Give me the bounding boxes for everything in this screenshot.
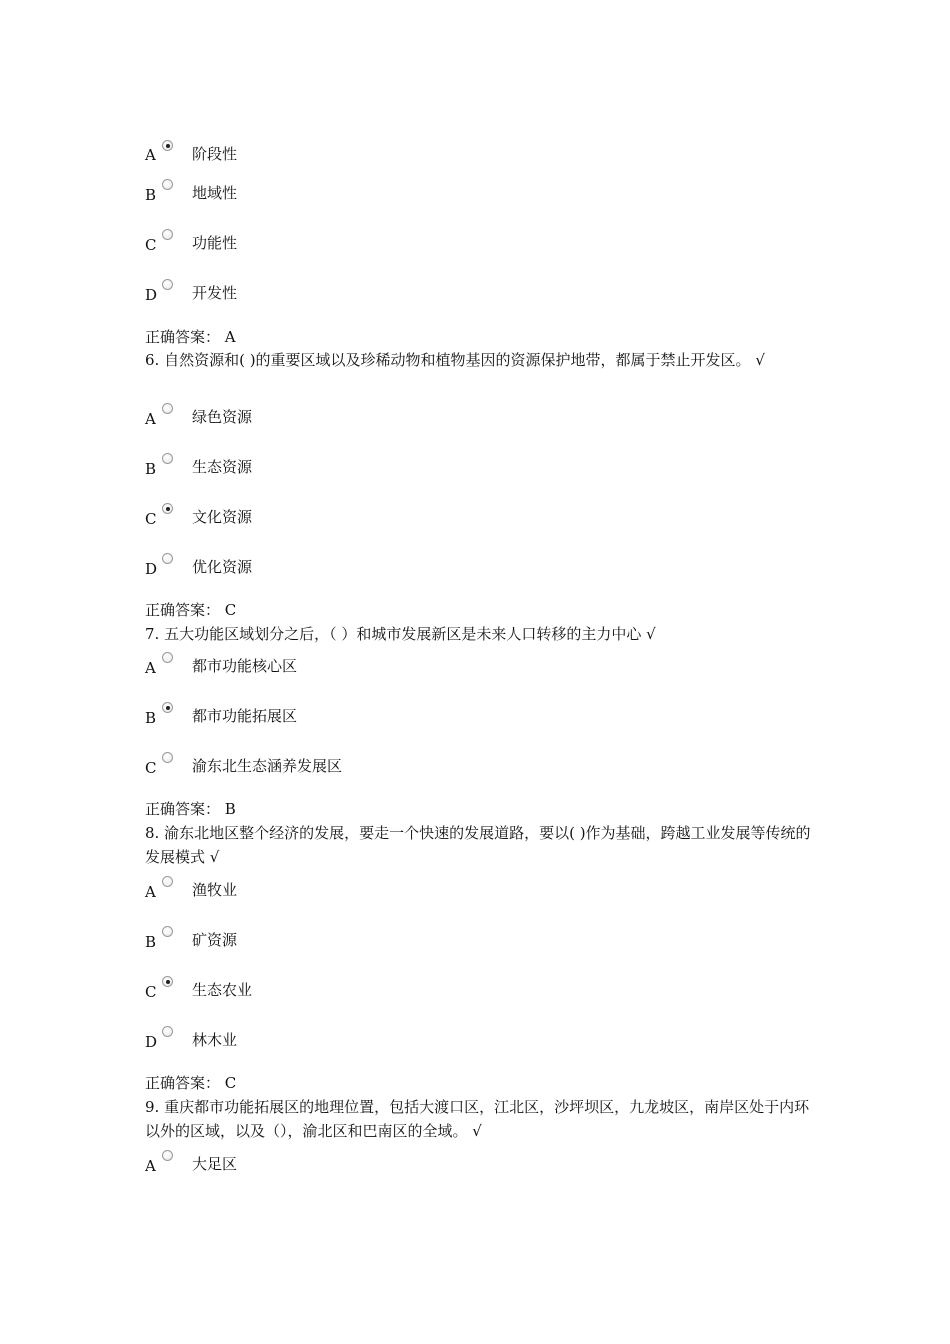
question-text: 7. 五大功能区域划分之后，（ ）和城市发展新区是未来人口转移的主力中心 √	[145, 625, 656, 643]
radio-button[interactable]	[162, 652, 173, 663]
radio-button[interactable]	[162, 926, 173, 937]
option-letter: A	[145, 146, 156, 164]
option-label: 都市功能核心区	[192, 657, 298, 675]
radio-button-selected[interactable]	[162, 503, 173, 514]
option-label: 大足区	[192, 1155, 238, 1173]
option-label: 绿色资源	[192, 408, 253, 426]
radio-button[interactable]	[162, 179, 173, 190]
option-label: 渝东北生态涵养发展区	[192, 757, 343, 775]
radio-button-selected[interactable]	[162, 702, 173, 713]
question-text: 9. 重庆都市功能拓展区的地理位置，包括大渡口区，江北区，沙坪坝区，九龙坡区，南岸区处于内环以外的区域，以及（），渝北区和巴南区的全域。 √	[145, 1098, 810, 1140]
radio-button[interactable]	[162, 553, 173, 564]
option-label: 林木业	[192, 1031, 238, 1049]
option-label: 都市功能拓展区	[192, 707, 298, 725]
option-letter: D	[145, 1033, 158, 1051]
option-letter: D	[145, 286, 158, 304]
radio-button[interactable]	[162, 229, 173, 240]
option-letter: A	[145, 659, 156, 677]
option-letter: A	[145, 410, 156, 428]
radio-button[interactable]	[162, 1026, 173, 1037]
radio-button-selected[interactable]	[162, 976, 173, 987]
option-letter: C	[145, 759, 157, 777]
radio-button[interactable]	[162, 1150, 173, 1161]
option-letter: A	[145, 1157, 156, 1175]
option-letter: C	[145, 510, 157, 528]
correct-answer: 正确答案： C	[145, 601, 237, 619]
radio-button[interactable]	[162, 752, 173, 763]
radio-button[interactable]	[162, 876, 173, 887]
correct-answer: 正确答案： C	[145, 1074, 237, 1092]
option-letter: B	[145, 933, 157, 951]
option-label: 生态资源	[192, 458, 253, 476]
option-letter: C	[145, 236, 157, 254]
option-label: 地域性	[192, 184, 238, 202]
option-label: 开发性	[192, 284, 238, 302]
option-label: 功能性	[192, 234, 238, 252]
option-letter: A	[145, 883, 156, 901]
option-letter: D	[145, 560, 158, 578]
radio-button[interactable]	[162, 279, 173, 290]
option-label: 生态农业	[192, 981, 253, 999]
question-text: 6. 自然资源和( )的重要区域以及珍稀动物和植物基因的资源保护地带，都属于禁止开发区。 √	[145, 351, 765, 369]
correct-answer: 正确答案： B	[145, 800, 236, 818]
radio-button-selected[interactable]	[162, 140, 173, 151]
option-letter: B	[145, 186, 157, 204]
option-label: 优化资源	[192, 558, 253, 576]
option-letter: B	[145, 460, 157, 478]
option-label: 矿资源	[192, 931, 238, 949]
radio-button[interactable]	[162, 403, 173, 414]
option-letter: B	[145, 709, 157, 727]
option-letter: C	[145, 983, 157, 1001]
radio-button[interactable]	[162, 453, 173, 464]
option-label: 阶段性	[192, 145, 238, 163]
option-label: 渔牧业	[192, 881, 238, 899]
option-label: 文化资源	[192, 508, 253, 526]
correct-answer: 正确答案： A	[145, 328, 236, 346]
question-text: 8. 渝东北地区整个经济的发展，要走一个快速的发展道路，要以( )作为基础，跨越工业发展等传统的发展模式 √	[145, 824, 811, 866]
